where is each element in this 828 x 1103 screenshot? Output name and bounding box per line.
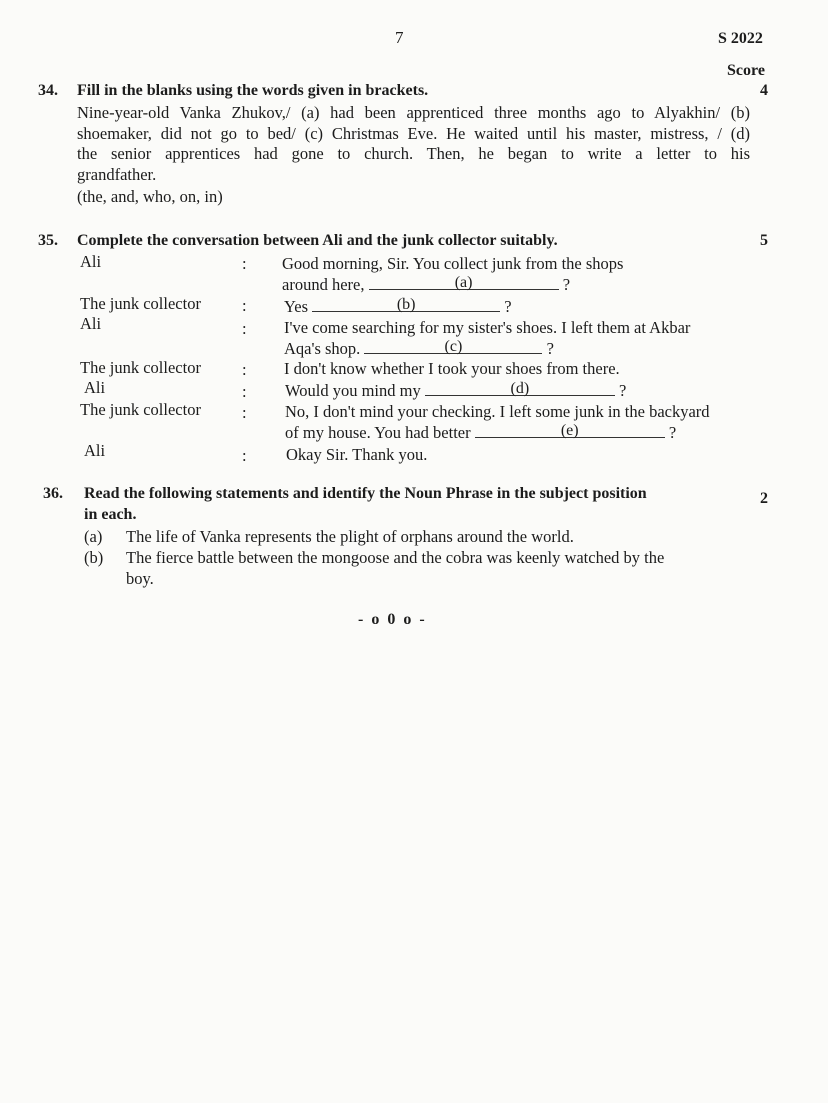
colon: : <box>242 403 247 422</box>
dialogue-line: I've come searching for my sister's shoes. I left them at Akbar <box>284 318 691 337</box>
passage-line: shoemaker, did not go to bed/ (c) Christmas Eve. He waited until his master, mistress, / (d) <box>77 123 750 143</box>
question-36-title: Read the following statements and identify the Noun Phrase in the subject position <box>84 485 647 502</box>
passage-line: the senior apprentices had gone to church. Then, he began to write a letter to his <box>77 144 750 163</box>
dialogue-text: Aqa's shop. <box>284 339 361 358</box>
dialogue-text: around here, <box>282 275 365 294</box>
blank-label: (c) <box>444 338 463 355</box>
speaker-ali: Ali <box>80 252 102 271</box>
speaker-ali: Ali <box>84 378 106 397</box>
blank-label: (d) <box>510 380 530 397</box>
question-36-title-continued: in each. <box>84 506 137 523</box>
question-34-number: 34. <box>38 82 58 99</box>
dialogue-line-blank-e <box>285 423 676 443</box>
blank-label: (b) <box>396 296 416 313</box>
item-a-label: (a) <box>84 527 103 546</box>
blank-d <box>425 381 615 396</box>
dialogue-line-blank-c <box>284 339 554 359</box>
speaker-ali: Ali <box>84 441 106 460</box>
speaker-junk-collector: The junk collector <box>80 358 201 377</box>
question-34-title: Fill in the blanks using the words given in brackets. <box>77 82 429 99</box>
blank-label: (e) <box>560 422 579 439</box>
question-35-number: 35. <box>38 232 58 249</box>
question-mark: ? <box>562 275 571 294</box>
blank-c <box>364 339 542 354</box>
question-mark: ? <box>618 381 627 400</box>
dialogue-text: Yes <box>284 297 309 316</box>
blank-a <box>369 275 559 290</box>
speaker-junk-collector: The junk collector <box>80 294 201 313</box>
colon: : <box>242 319 247 338</box>
end-of-paper-mark: - o 0 o - <box>358 611 427 628</box>
dialogue-line: No, I don't mind your checking. I left some junk in the backyard <box>285 402 710 421</box>
dialogue-line-blank-b <box>284 297 512 317</box>
dialogue-line: Good morning, Sir. You collect junk from the shops <box>282 254 624 273</box>
dialogue-line-blank-a <box>282 275 570 295</box>
question-35-score: 5 <box>760 232 768 249</box>
dialogue-line: Okay Sir. Thank you. <box>286 445 428 464</box>
dialogue-line: I don't know whether I took your shoes from there. <box>284 359 620 378</box>
colon: : <box>242 446 247 465</box>
question-mark: ? <box>668 423 677 442</box>
page-number: 7 <box>395 28 404 47</box>
score-column-heading: Score <box>727 62 765 79</box>
item-a-text: The life of Vanka represents the plight of orphans around the world. <box>126 527 574 546</box>
question-34-word-options: (the, and, who, on, in) <box>77 187 223 206</box>
blank-b <box>312 297 500 312</box>
colon: : <box>242 296 247 315</box>
exam-code: S 2022 <box>718 30 763 47</box>
dialogue-text: of my house. You had better <box>285 423 471 442</box>
question-mark: ? <box>546 339 554 358</box>
speaker-ali: Ali <box>80 314 102 333</box>
question-36-number: 36. <box>43 485 63 502</box>
question-34-score: 4 <box>760 82 768 99</box>
dialogue-text: Would you mind my <box>285 381 421 400</box>
item-b-label: (b) <box>84 548 104 567</box>
colon: : <box>242 360 247 379</box>
passage-line: Nine-year-old Vanka Zhukov,/ (a) had been apprenticed three months ago to Alyakhin/ (b) <box>77 103 750 122</box>
dialogue-line-blank-d <box>285 381 626 401</box>
question-34-passage <box>77 103 750 185</box>
speaker-junk-collector: The junk collector <box>80 400 201 419</box>
blank-e <box>475 423 665 438</box>
passage-line: grandfather. <box>77 164 157 184</box>
colon: : <box>242 382 247 401</box>
item-b-text: The fierce battle between the mongoose and the cobra was keenly watched by the <box>126 548 665 567</box>
question-36-score: 2 <box>760 490 768 507</box>
colon: : <box>242 254 247 273</box>
question-35-title: Complete the conversation between Ali and the junk collector suitably. <box>77 232 558 249</box>
question-mark: ? <box>504 297 512 316</box>
blank-label: (a) <box>454 274 473 291</box>
item-b-text-continued: boy. <box>126 569 154 588</box>
